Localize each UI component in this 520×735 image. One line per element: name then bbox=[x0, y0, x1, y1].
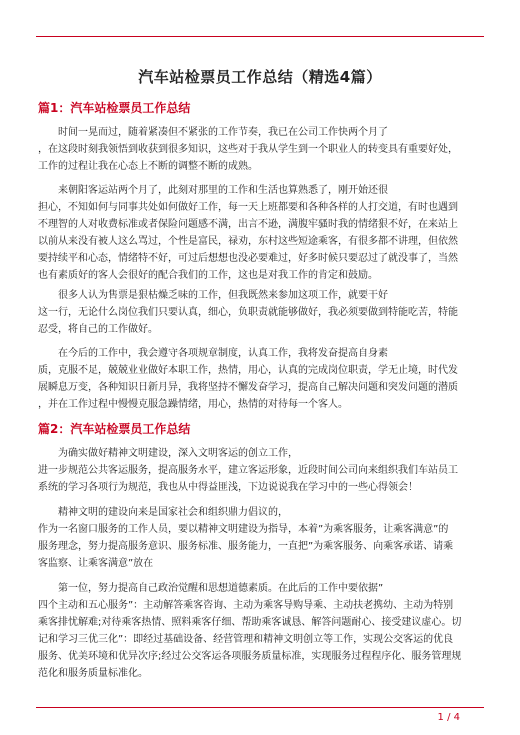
text-line: 很多人认为售票是狠枯燥乏味的工作，但我既然来参加这项工作，就要干好 bbox=[58, 290, 388, 301]
text-line: ，并在工作过程中慢慢克服急躁情绪，用心，热情的对待每一个客人。 bbox=[38, 399, 348, 410]
paragraph bbox=[38, 287, 482, 338]
document-title: 汽车站检票员工作总结（精选4篇） bbox=[138, 68, 382, 86]
text-line: 范化和服务质量标准化。 bbox=[38, 668, 148, 679]
text-line: 展瞬息万变，各种知识日新月异，我将坚持不懈发奋学习，提高自己解决问题和突发问题的潜质 bbox=[38, 382, 458, 393]
text-line: 服务、优美环境和优异次序;经过公交客运各项服务质量标准，实现服务过程程序化、服务管理规 bbox=[38, 651, 462, 662]
section-heading-1: 篇1：汽车站检票员工作总结 bbox=[38, 101, 191, 115]
text-line: 四个主动和五心服务”：主动解答乘客咨询、主动为乘客导购导乘、主动扶老携幼、主动为特别 bbox=[38, 600, 454, 611]
text-line: 来朝阳客运站两个月了，此刻对那里的工作和生活也算熟悉了，刚开始还很 bbox=[58, 185, 388, 196]
text-line: 乘客排忧解难;对待乘客热情、照料乘客仔细、帮助乘客诚恳、解答问题耐心、接受建议虚心。切 bbox=[38, 617, 462, 628]
section-heading-2: 篇2：汽车站检票员工作总结 bbox=[38, 422, 191, 436]
text-line: 也有素质好的客人会很好的配合我们的工作，这也是对我工作的肯定和鼓励。 bbox=[38, 270, 378, 281]
paragraph bbox=[38, 445, 482, 496]
page-number: 1 / 4 bbox=[437, 712, 460, 723]
text-line: 不理智的人对收费标准或者保险问题感不满，出言不逊，满腹牢骚时我的情绪狠不好，在来站上 bbox=[38, 219, 458, 230]
text-line: ，在这段时刻我领悟到收获到很多知识，这些对于我从学生到一个职业人的转变具有重要好处， bbox=[38, 144, 458, 155]
header-rule bbox=[36, 36, 484, 37]
text-line: 工作的过程让我在心态上不断的调整不断的成熟。 bbox=[38, 161, 258, 172]
text-line: 系统的学习各项行为规范，我也从中得益匪浅，下边说说我在学习中的一些心得领会！ bbox=[38, 482, 418, 493]
text-line: 为确实做好精神文明建设，深入文明客运的创立工作， bbox=[58, 448, 298, 459]
paragraph bbox=[38, 345, 482, 413]
text-line: 进一步规范公共客运服务，提高服务水平，建立客运形象，近段时间公司向来组织我们车站员工 bbox=[38, 465, 458, 476]
text-line: 客监察、让乘客满意”放在 bbox=[38, 558, 154, 569]
paragraph bbox=[38, 182, 482, 284]
text-line: 以前从来没有被人这么骂过，个性是富民，禄劝，东村这些短途乘客，有很多都不讲理，但依然 bbox=[38, 236, 458, 247]
paragraph bbox=[38, 124, 482, 175]
text-line: 第一位，努力提高自己政治觉醒和思想道德素质。在此后的工作中要依据” bbox=[58, 583, 384, 594]
paragraph bbox=[38, 504, 482, 572]
text-line: 精神文明的建设向来是国家社会和组织鼎力倡议的， bbox=[58, 507, 288, 518]
text-line: 记和学习三优三化”：即经过基础设备、经营管理和精神文明创立等工作，实现公交客运的优良 bbox=[38, 634, 454, 645]
text-line: 服务理念，努力提高服务意识、服务标准、服务能力，一直把”为乘客服务、向乘客承诺、请乘 bbox=[38, 541, 454, 552]
text-line: 忍受，将自己的工作做好。 bbox=[38, 324, 158, 335]
paragraph bbox=[38, 580, 482, 682]
text-line: 这一行，无论什么岗位我们只要认真，细心，负职责就能够做好，我必须要做到特能吃苦，特能 bbox=[38, 307, 458, 318]
footer-rule bbox=[36, 707, 484, 708]
text-line: 质，克服不足，兢兢业业做好本职工作，热情，用心，认真的完成岗位职责，学无止境，时代发 bbox=[38, 365, 458, 376]
text-line: 担心，不知如何与同事共处如何做好工作，每一天上班都要和各种各样的人打交道，有时也遇到 bbox=[38, 202, 458, 213]
text-line: 要持续平和心态，情绪特不好，可过后想想也没必要难过，好多时候只要忍过了就没事了，当然 bbox=[38, 253, 458, 264]
text-line: 作为一名窗口服务的工作人员，要以精神文明建设为指导，本着”为乘客服务，让乘客满意”的 bbox=[38, 524, 449, 535]
text-line: 时间一晃而过，随着紧凑但不紧张的工作节奏，我已在公司工作快两个月了 bbox=[58, 127, 388, 138]
text-line: 在今后的工作中，我会遵守各项规章制度，认真工作，我将发奋提高自身素 bbox=[58, 348, 388, 359]
